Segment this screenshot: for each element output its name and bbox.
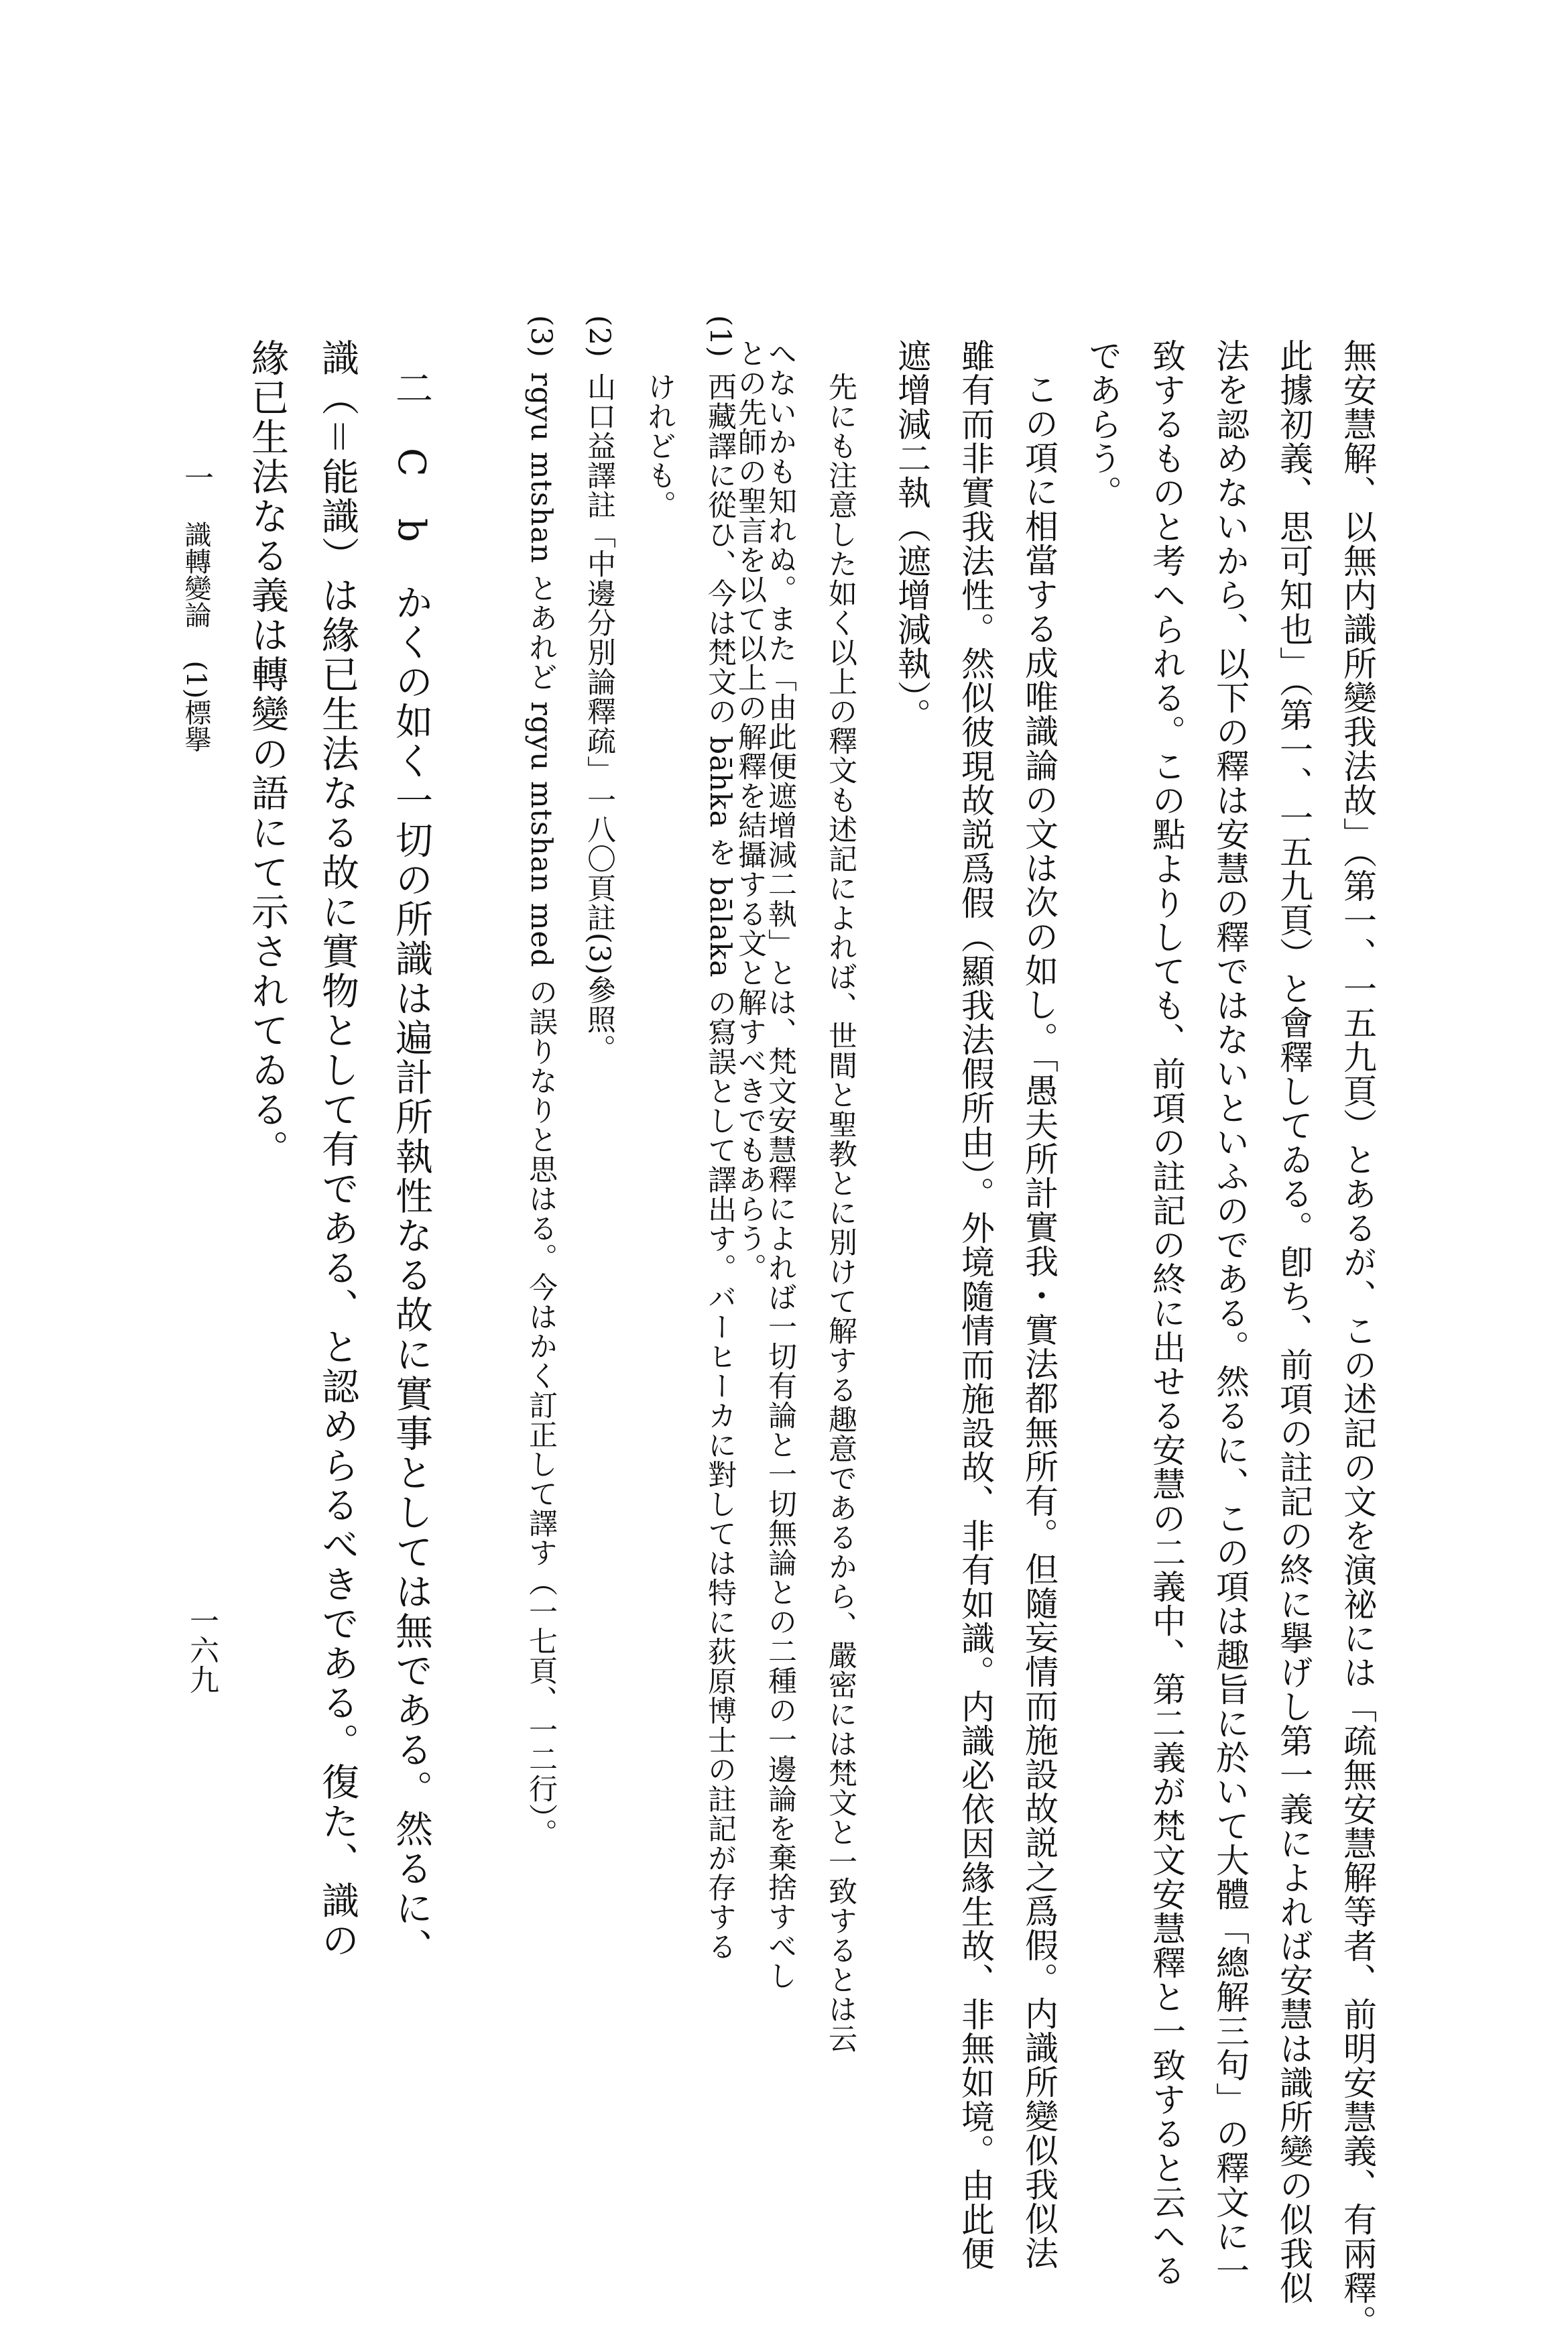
running-header: [174, 463, 217, 752]
note-number: (1): [703, 315, 737, 358]
note-line: 先にも注意した如く以上の釋文も述記によれば、世間と聖教とに別けて解する趣意であるから、嚴密には梵文と一致するとは云: [824, 372, 857, 2053]
note-number: (2): [583, 315, 616, 358]
page-number: 一六九: [184, 1606, 219, 1694]
body-column: 致するものと考へられる。この點よりしても、前項の註記の終に出せる安慧の二義中、第二義が梵文安慧釋と一致すると云へる: [1147, 339, 1186, 2287]
header-subsection: (1)標擧: [180, 660, 211, 753]
body-column: 無安慧解、以無内識所變我法故」（第一、一五九頁）とあるが、この述記の文を演祕には「疏無安慧解等者、前明安慧義、有兩釋。: [1338, 339, 1377, 2339]
note-number: (3): [524, 315, 558, 358]
note-line: との先師の聖言を以て以上の解釋を結攝する文と解すべきでもあらう。: [733, 339, 767, 1282]
body-column: 法を認めないから、以下の釋は安慧の釋ではないといふのである。然るに、この項は趣旨に於いて大體「總解三句」の釋文に一: [1211, 339, 1250, 2287]
body-column: この項に相當する成唯識論の文は次の如し。「愚夫所計實我・實法都無所有。但隨妄情而施設故説之爲假。内識所變似我似法: [1020, 372, 1059, 2270]
header-section-title: 識轉變論: [180, 520, 211, 628]
body-column: 雖有而非實我法性。然似彼現故説爲假（顯我法假所由）。外境隨情而施設故、非有如識。内識必依因緣生故、非無如境。由此便: [956, 339, 995, 2271]
body-column: であらう。: [1083, 339, 1122, 509]
section-text-line: 識（＝能識）は緣已生法なる故に實物として有である、と認めらるべきである。復た、識の: [316, 339, 359, 1960]
section-text-line: 緣已生法なる義は轉變の語にて示されてゐる。: [245, 339, 289, 1169]
body-column: 遮增減二執（遮增減執）。: [892, 339, 931, 732]
body-column: 此據初義、思可知也」（第一、一五九頁）と會釋してゐる。卽ち、前項の註記の終に擧げし第一義によれば安慧は識所變の似我似: [1274, 339, 1313, 2305]
note-line: へないかも知れぬ。また「由此便遮增減二執」とは、梵文安慧釋によれば一切有論と一切無論との二種の一邊論を棄捨すべし: [764, 339, 797, 1990]
section-text-line: かくの如く一切の所識は遍計所執性なる故に實事としては無である。然るに、: [389, 583, 433, 1968]
section-heading: 二 C b: [389, 369, 433, 544]
note-line: rgyu mtshan とあれど rgyu mtshan med の誤りなりと思はる。今はかく訂正して譯す（一七頁、一二行）。: [524, 372, 558, 1848]
note-line: けれども。: [643, 372, 676, 520]
note-line: 西藏譯に從ひ、今は梵文の bāhka を bālaka の寫誤として譯出す。バーヒーカに對しては特に荻原博士の註記が存する: [703, 372, 737, 1962]
header-chapter-number: 一: [179, 463, 213, 492]
note-line: 山口益譯註「中邊分別論釋疏」一八〇頁註(3)參照。: [583, 372, 616, 1064]
